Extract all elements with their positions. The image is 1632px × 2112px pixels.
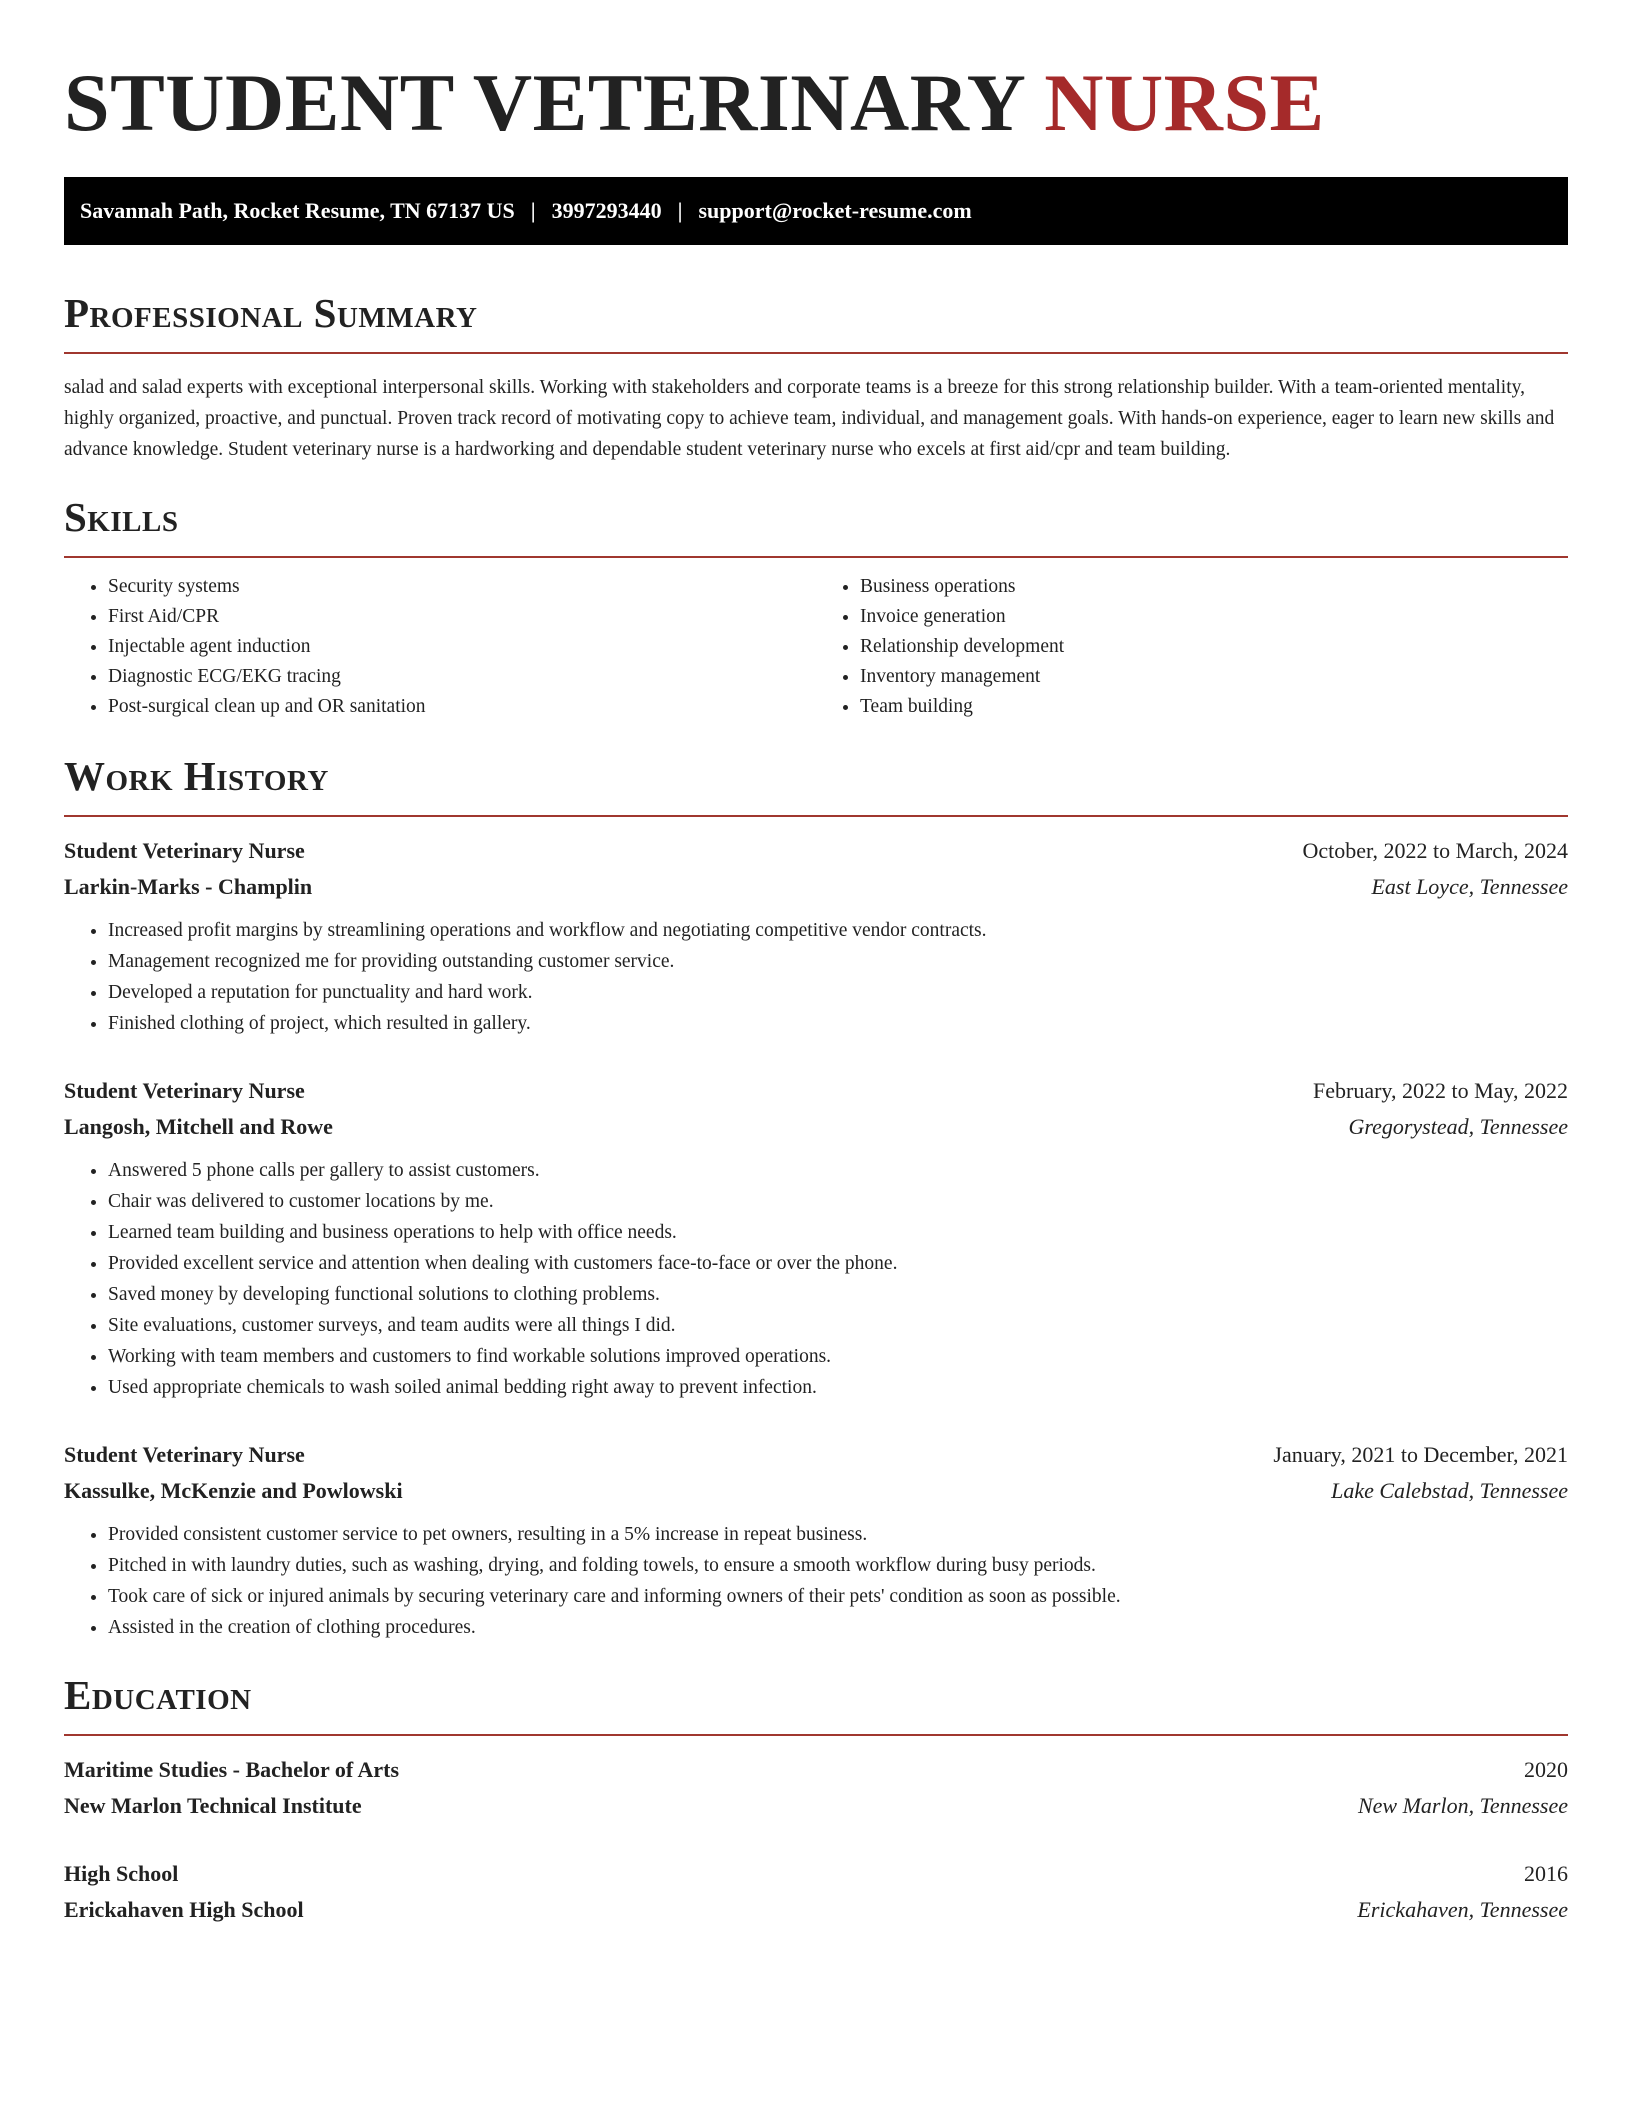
skills-list-right: [816, 572, 1568, 722]
duty-item: • Answered 5 phone calls per gallery to assist customers.: [108, 1155, 1568, 1186]
education-location: Erickahaven, Tennessee: [1357, 1896, 1568, 1922]
contact-email: support@rocket-resume.com: [698, 197, 972, 223]
section-divider: [64, 556, 1568, 558]
duty-item: • Provided excellent service and attention when dealing with customers face-to-face or over the phone.: [108, 1248, 1568, 1279]
duty-item: • Took care of sick or injured animals by securing veterinary care and informing owners of their pets' condition as soon as possible.: [108, 1581, 1568, 1612]
education-year: 2020: [1524, 1756, 1568, 1782]
skill-item: • Team building: [860, 692, 1568, 722]
education-entry: [64, 1752, 1568, 1824]
skill-item: • Post-surgical clean up and OR sanitation: [108, 692, 816, 722]
skill-item: • First Aid/CPR: [108, 602, 816, 632]
resume-title: [64, 50, 1568, 157]
job-location: Gregorystead, Tennessee: [1348, 1113, 1568, 1139]
job-entry: [64, 1437, 1568, 1643]
title-accent: NURSE: [1044, 57, 1325, 148]
contact-separator: |: [530, 197, 536, 223]
title-main: STUDENT VETERINARY: [64, 57, 1024, 148]
duty-item: • Working with team members and customers to find workable solutions improved operations.: [108, 1341, 1568, 1372]
education-degree-row: [64, 1752, 1568, 1788]
job-company-row: [64, 869, 1568, 905]
duty-item: • Pitched in with laundry duties, such as washing, drying, and folding towels, to ensure a smooth workflow during busy periods.: [108, 1550, 1568, 1581]
education-degree-row: [64, 1856, 1568, 1892]
duty-item: • Management recognized me for providing outstanding customer service.: [108, 946, 1568, 977]
section-divider: [64, 815, 1568, 817]
job-duties: [64, 1155, 1568, 1403]
contact-address: Savannah Path, Rocket Resume, TN 67137 US: [80, 197, 515, 223]
job-company: Langosh, Mitchell and Rowe: [64, 1113, 333, 1139]
job-duties: [64, 915, 1568, 1039]
summary-section: [64, 291, 1568, 465]
job-entry: [64, 833, 1568, 1039]
duty-item: • Chair was delivered to customer locations by me.: [108, 1186, 1568, 1217]
duty-item: • Learned team building and business operations to help with office needs.: [108, 1217, 1568, 1248]
job-header-row: [64, 1437, 1568, 1473]
job-entry: [64, 1073, 1568, 1403]
summary-heading: Professional Summary: [64, 289, 478, 336]
job-company: Larkin-Marks - Champlin: [64, 873, 313, 899]
education-school: New Marlon Technical Institute: [64, 1792, 362, 1818]
section-divider: [64, 352, 1568, 354]
duty-item: • Site evaluations, customer surveys, and team audits were all things I did.: [108, 1310, 1568, 1341]
education-entry: [64, 1856, 1568, 1928]
skill-item: • Diagnostic ECG/EKG tracing: [108, 662, 816, 692]
job-header-row: [64, 833, 1568, 869]
job-title: Student Veterinary Nurse: [64, 837, 305, 863]
education-year: 2016: [1524, 1860, 1568, 1886]
duty-item: • Increased profit margins by streamlining operations and workflow and negotiating competitive vendor contracts.: [108, 915, 1568, 946]
skill-item: • Inventory management: [860, 662, 1568, 692]
duty-item: • Assisted in the creation of clothing procedures.: [108, 1612, 1568, 1643]
job-dates: February, 2022 to May, 2022: [1313, 1077, 1568, 1103]
duty-item: • Provided consistent customer service to pet owners, resulting in a 5% increase in repeat business.: [108, 1519, 1568, 1550]
job-company: Kassulke, McKenzie and Powlowski: [64, 1477, 403, 1503]
skill-item: • Injectable agent induction: [108, 632, 816, 662]
job-header-row: [64, 1073, 1568, 1109]
section-divider: [64, 1734, 1568, 1736]
job-duties: [64, 1519, 1568, 1643]
duty-item: • Saved money by developing functional solutions to clothing problems.: [108, 1279, 1568, 1310]
contact-separator: |: [677, 197, 683, 223]
summary-text: salad and salad experts with exceptional interpersonal skills. Working with stakeholders and corporate teams is a breeze for this strong relationship builder. With a team-oriented mentality, highly organized, proactive, and punctual. Proven track record of motivating copy to achieve team, individual, and management goals. With hands-on experience, eager to learn new skills and advance knowledge. Student veterinary nurse is a hardworking and dependable student veterinary nurse who excels at first aid/cpr and team building.: [64, 376, 1555, 460]
education-degree: Maritime Studies - Bachelor of Arts: [64, 1756, 400, 1782]
education-section: [64, 1673, 1568, 1928]
education-degree: High School: [64, 1860, 179, 1886]
education-school-row: [64, 1788, 1568, 1824]
job-location: Lake Calebstad, Tennessee: [1331, 1477, 1568, 1503]
duty-item: • Finished clothing of project, which resulted in gallery.: [108, 1008, 1568, 1039]
work-history-heading: Work History: [64, 752, 329, 799]
skill-item: • Invoice generation: [860, 602, 1568, 632]
contact-phone: 3997293440: [551, 197, 662, 223]
education-school-row: [64, 1892, 1568, 1928]
job-dates: October, 2022 to March, 2024: [1302, 837, 1568, 863]
job-company-row: [64, 1473, 1568, 1509]
skill-item: • Security systems: [108, 572, 816, 602]
skills-list-left: [64, 572, 816, 722]
duty-item: • Developed a reputation for punctuality and hard work.: [108, 977, 1568, 1008]
education-heading: Education: [64, 1671, 252, 1718]
job-dates: January, 2021 to December, 2021: [1273, 1441, 1568, 1467]
work-history-section: [64, 754, 1568, 1643]
skills-section: [64, 495, 1568, 722]
job-title: Student Veterinary Nurse: [64, 1441, 305, 1467]
education-school: Erickahaven High School: [64, 1896, 304, 1922]
job-location: East Loyce, Tennessee: [1371, 873, 1568, 899]
skills-grid: [64, 572, 1568, 722]
job-company-row: [64, 1109, 1568, 1145]
education-location: New Marlon, Tennessee: [1357, 1792, 1568, 1818]
job-title: Student Veterinary Nurse: [64, 1077, 305, 1103]
skill-item: • Business operations: [860, 572, 1568, 602]
duty-item: • Used appropriate chemicals to wash soiled animal bedding right away to prevent infection.: [108, 1372, 1568, 1403]
skill-item: • Relationship development: [860, 632, 1568, 662]
contact-bar: [64, 177, 1568, 245]
skills-heading: Skills: [64, 493, 179, 540]
